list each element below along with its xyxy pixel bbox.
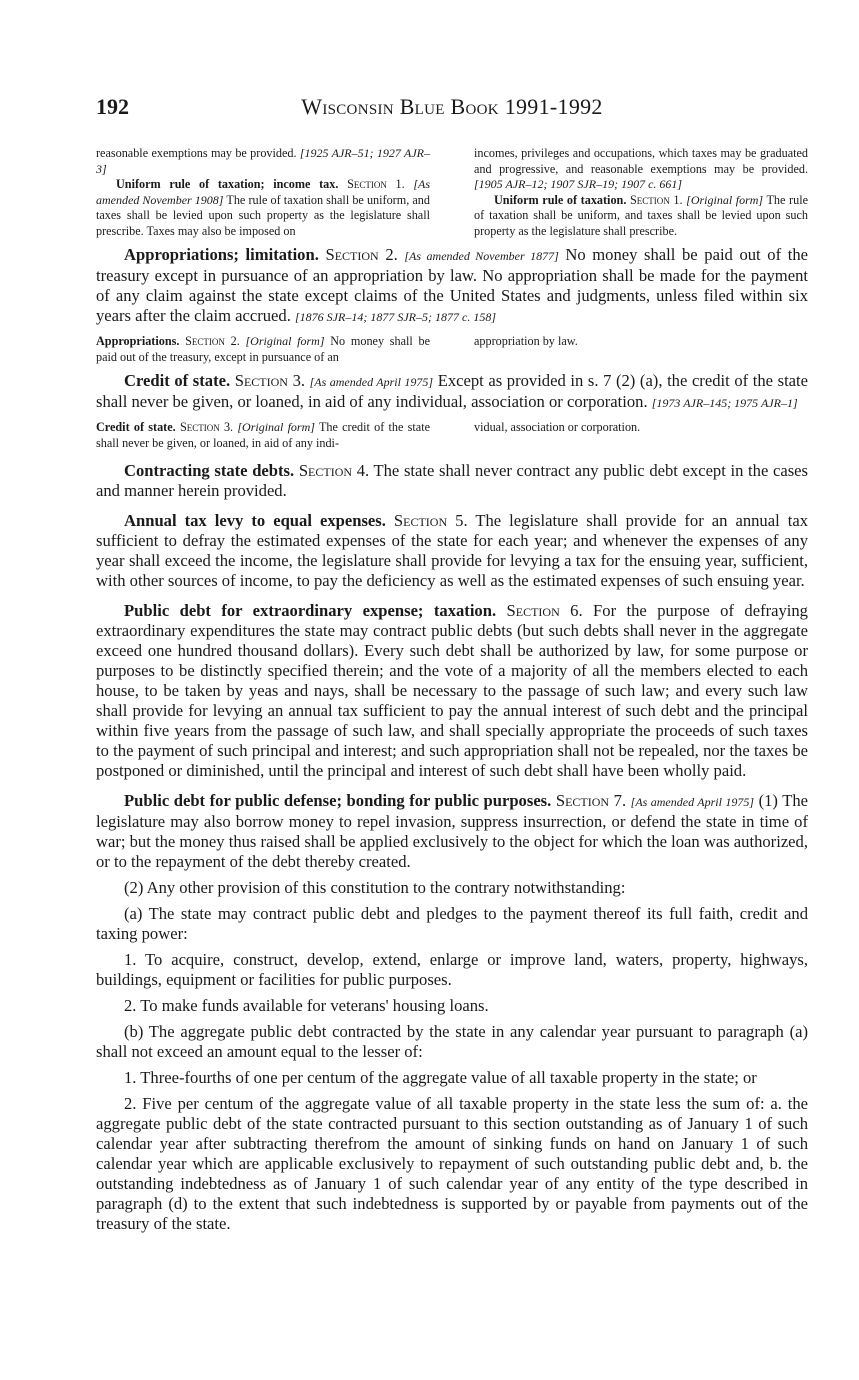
sec3-orig-right: [474, 420, 808, 451]
section-7-public-defense: Public debt for public defense; bonding for public purposes. Section 7. [As amended April 1975] (1) The legislature may also borrow money to repel invasion, suppress insurrection, or defend the state in time of war; but the money thus raised shall be applied exclusively to the object for which the loan was authorized, or to the repayment of the debt thereby created.: [96, 791, 808, 871]
continued-section-1: [96, 146, 808, 239]
page-header: [96, 94, 808, 124]
left-column: [96, 146, 430, 239]
sec3-orig-left-text: Credit of state. Section 3. [Original form] The credit of the state shall never be given, or loaned, in aid of any indi-: [96, 420, 431, 450]
section-7-para-a1: 1. To acquire, construct, develop, extend, enlarge or improve land, waters, property, highways, buildings, equipment or facilities for public purposes.: [96, 950, 808, 989]
section-4-contracting-debts: Contracting state debts. Section 4. The state shall never contract any public debt except in the cases and manner herein provided.: [96, 461, 808, 500]
sec1-amended-text: Uniform rule of taxation; income tax. Section 1. [As amended November 1908] The rule of taxation shall be uniform, and taxes shall be levied upon such property as the legislature shall prescribe. Taxes may also be imposed on: [96, 177, 431, 238]
sec2-orig-right: [474, 334, 808, 365]
sec3-orig-right-text: vidual, association or corporation.: [474, 420, 641, 434]
sec1-original-text: Uniform rule of taxation. Section 1. [Original form] The rule of taxation shall be uniform, and taxes shall be levied upon such property as the legislature shall prescribe.: [474, 192, 808, 238]
sec3-orig-left: [96, 420, 430, 451]
section-2-appropriations: Appropriations; limitation. Section 2. [As amended November 1877] No money shall be paid out of the treasury except in pursuance of an appropriation by law. No appropriation shall be made for the payment of any claim against the state except claims of the United States and judgments, unless filed within six years after the claim accrued. [1876 SJR–14; 1877 SJR–5; 1877 c. 158]: [96, 245, 808, 325]
sec2-orig-left: [96, 334, 430, 365]
section-3-credit-of-state: Credit of state. Section 3. [As amended April 1975] Except as provided in s. 7 (2) (a), the credit of the state shall never be given, or loaned, in aid of any individual, association or corporation. [1973 AJR–145; 1975 AJR–1]: [96, 371, 809, 411]
page-number: 192: [96, 94, 129, 119]
section-5-annual-tax-levy: Annual tax levy to equal expenses. Section 5. The legislature shall provide for an annual tax sufficient to defray the estimated expenses of the state for each year; and whenever the expenses of any year shall exceed the income, the legislature shall provide for levying a tax for the ensuing year, sufficient, with other sources of income, to pay the deficiency as well as the estimated expenses of such ensuing year.: [96, 511, 808, 590]
section-3-original-form: [96, 420, 808, 451]
section-7-para-b2: 2. Five per centum of the aggregate value of all taxable property in the state less the sum of: a. the aggregate public debt of the state contracted pursuant to this section outstanding as of January 1 of such calendar year after subtracting therefrom the amount of sinking funds on hand on January 1 of such calendar year which are applicable exclusively to repayment of such outstanding public debt and, b. the outstanding indebtedness as of January 1 of such calendar year of any entity of the type described in paragraph (d) to the extent that such indebtedness is supported by or payable from payments out of the treasury of the state.: [96, 1094, 808, 1233]
section-7-para-a2: 2. To make funds available for veterans' housing loans.: [124, 996, 489, 1015]
section-7-para-b: (b) The aggregate public debt contracted by the state in any calendar year pursuant to paragraph (a) shall not exceed an amount equal to the lesser of:: [96, 1022, 808, 1061]
sec1-tail: reasonable exemptions may be provided. [1925 AJR–51; 1927 AJR–3]: [96, 146, 430, 176]
section-7-para-a: (a) The state may contract public debt and pledges to the payment thereof its full faith, credit and taxing power:: [96, 904, 808, 943]
section-7-para-b1: 1. Three-fourths of one per centum of the aggregate value of all taxable property in the state; or: [124, 1068, 757, 1087]
section-7-para-2: (2) Any other provision of this constitution to the contrary notwithstanding:: [124, 878, 626, 897]
right-column: [474, 146, 808, 239]
section-2-original-form: [96, 334, 808, 365]
section-6-extraordinary-expense: Public debt for extraordinary expense; taxation. Section 6. For the purpose of defraying extraordinary expenditures the state may contract public debts (but such debts shall never in the aggregate exceed one hundred thousand dollars). Every such debt shall be authorized by law, for some purpose or purposes to be distinctly specified therein; and the vote of a majority of all the members elected to each house, to be taken by yeas and nays, shall be necessary to the passage of such law; and every such law shall provide for levying an annual tax sufficient to pay the annual interest of such debt and the principal within five years from the passage of such law, and shall specially appropriate the proceeds of such taxes to the payment of such principal and interest; and such appropriation shall not be repealed, nor the taxes be postponed or diminished, until the principal and interest of such debt shall have been wholly paid.: [96, 601, 808, 780]
sec2-orig-left-text: Appropriations. Section 2. [Original form] No money shall be paid out of the treasury, except in pursuance of an: [96, 334, 430, 364]
page-content: [96, 146, 808, 1240]
sec2-orig-right-text: appropriation by law.: [474, 334, 578, 348]
running-title: Wisconsin Blue Book 1991-1992: [301, 94, 603, 119]
sec1-amended-tail: incomes, privileges and occupations, which taxes may be graduated and progressive, and reasonable exemptions may be provided. [1905 AJR–12; 1907 SJR–19; 1907 c. 661]: [474, 146, 808, 191]
